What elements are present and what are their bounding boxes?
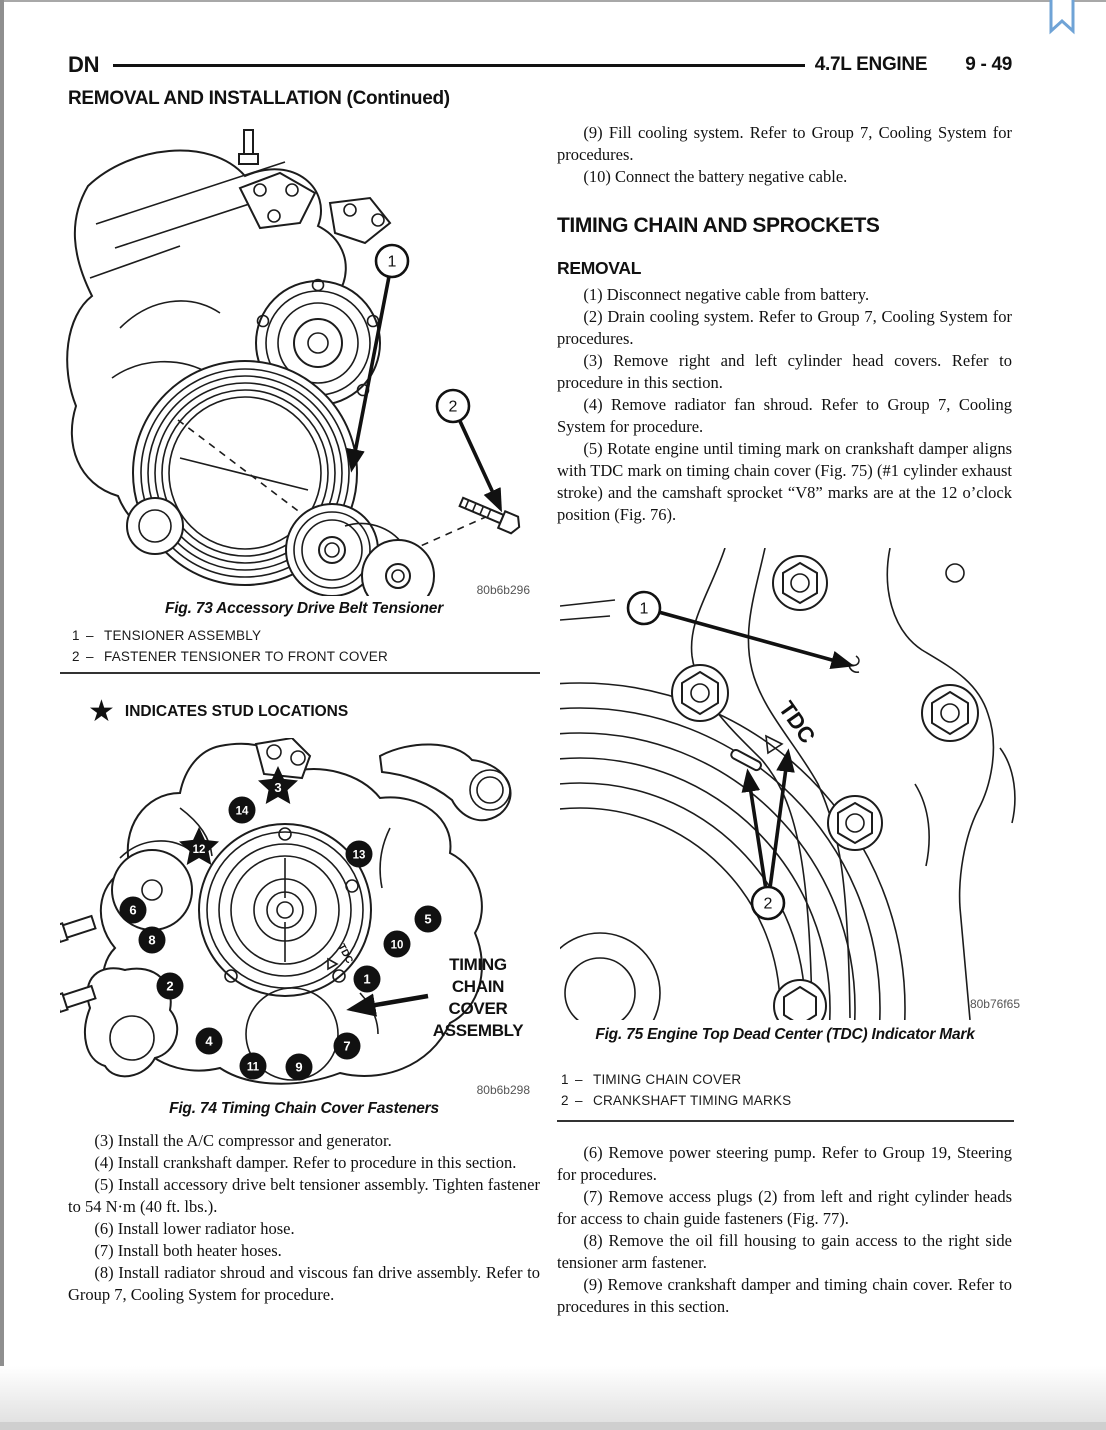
fig75-legend: [561, 1072, 1012, 1114]
svg-text:12: 12: [192, 844, 206, 856]
legend-row: 2 – FASTENER TENSIONER TO FRONT COVER: [72, 649, 388, 664]
procedure-step: (5) Rotate engine until timing mark on crankshaft damper aligns with TDC mark on timing chain cover (Fig. 75) (#1 cylinder exhaust stroke) and the camshaft sprocket “V8” marks are at the 12 o’clock position (Fig. 76).: [557, 439, 1012, 524]
bookmark-icon[interactable]: [1048, 0, 1076, 36]
procedure-step: (9) Remove crankshaft damper and timing chain cover. Refer to procedures in this section.: [557, 1275, 1012, 1316]
figure-73: [60, 128, 540, 596]
fig73-code: 80b6b296: [476, 583, 530, 596]
svg-text:1: 1: [639, 600, 649, 618]
removal-steps: [557, 284, 1012, 526]
procedure-step: (7) Remove access plugs (2) from left and right cylinder heads for access to chain guide fasteners (Fig. 77).: [557, 1187, 1012, 1228]
svg-text:4: 4: [205, 1033, 213, 1049]
stud-note-text: INDICATES STUD LOCATIONS: [124, 703, 349, 720]
stud-location-note: [88, 695, 349, 728]
legend-row: 1 – TENSIONER ASSEMBLY: [72, 628, 262, 643]
legend-row: 2 – CRANKSHAFT TIMING MARKS: [561, 1093, 792, 1108]
svg-text:14: 14: [235, 805, 249, 818]
removal-subheading: REMOVAL: [557, 258, 642, 278]
divider: [60, 672, 540, 674]
svg-text:7: 7: [343, 1038, 351, 1054]
procedure-step: (1) Disconnect negative cable from battery.: [583, 285, 870, 304]
page-top-edge: [0, 0, 1106, 2]
fill-steps: [557, 122, 1012, 188]
procedure-step: (9) Fill cooling system. Refer to Group 7, Cooling System for procedures.: [557, 123, 1012, 164]
svg-text:2: 2: [166, 978, 174, 994]
header-rule: [113, 64, 805, 67]
svg-text:6: 6: [129, 902, 137, 918]
svg-text:2: 2: [448, 398, 458, 416]
divider: [557, 1120, 1014, 1122]
procedure-step: (8) Remove the oil fill housing to gain access to the right side tensioner arm fastener.: [557, 1231, 1012, 1272]
procedure-step: (7) Install both heater hoses.: [94, 1241, 282, 1260]
svg-text:10: 10: [390, 939, 404, 952]
procedure-step: (8) Install radiator shroud and viscous fan drive assembly. Refer to Group 7, Cooling System for procedure.: [68, 1263, 540, 1304]
page-left-edge: [0, 0, 4, 1430]
timing-chain-heading: TIMING CHAIN AND SPROCKETS: [557, 214, 880, 237]
install-steps: [68, 1130, 540, 1306]
procedure-step: (2) Drain cooling system. Refer to Group 7, Cooling System for procedures.: [557, 307, 1012, 348]
fig75-tdc-text: TDC: [773, 696, 821, 748]
procedure-step: (6) Remove power steering pump. Refer to Group 19, Steering for procedures.: [557, 1143, 1012, 1184]
fig74-cover-label: TIMING CHAIN COVER ASSEMBLY: [432, 955, 524, 1041]
fig75-caption: Fig. 75 Engine Top Dead Center (TDC) Indicator Mark: [595, 1026, 975, 1043]
model-code: DN: [68, 52, 100, 77]
svg-text:1: 1: [387, 253, 397, 271]
procedure-step: (3) Remove right and left cylinder head covers. Refer to procedure in this section.: [557, 351, 1012, 392]
svg-text:3: 3: [274, 780, 282, 795]
figure-75: [560, 548, 1030, 1020]
section-title: REMOVAL AND INSTALLATION (Continued): [68, 88, 450, 109]
procedure-step: (6) Install lower radiator hose.: [94, 1219, 295, 1238]
fig74-caption: Fig. 74 Timing Chain Cover Fasteners: [169, 1100, 439, 1117]
svg-text:11: 11: [246, 1061, 260, 1074]
procedure-step: (10) Connect the battery negative cable.: [583, 167, 848, 186]
svg-text:8: 8: [148, 932, 156, 948]
svg-text:9: 9: [295, 1059, 303, 1075]
fig73-art: [60, 128, 540, 596]
figure-74: [60, 738, 540, 1098]
star-icon: ★: [88, 695, 115, 728]
procedure-step: (5) Install accessory drive belt tensioner assembly. Tighten fastener to 54 N·m (40 ft. lbs.).: [68, 1175, 540, 1216]
page-bottom-fade: [0, 1366, 1106, 1422]
procedure-step: (4) Install crankshaft damper. Refer to procedure in this section.: [94, 1153, 517, 1172]
page-bottom-edge: [0, 1422, 1106, 1430]
fig73-caption: Fig. 73 Accessory Drive Belt Tensioner: [164, 600, 444, 617]
fig73-legend: [72, 628, 540, 670]
fig74-art: [60, 738, 540, 1098]
svg-text:1: 1: [363, 971, 371, 987]
procedure-step: (3) Install the A/C compressor and generator.: [94, 1131, 392, 1150]
svg-text:13: 13: [352, 849, 366, 862]
page-header: [68, 52, 1012, 78]
removal-steps-continued: [557, 1142, 1012, 1318]
engine-title: 4.7L ENGINE: [814, 54, 928, 75]
fig75-code: 80b76f65: [969, 997, 1020, 1011]
fig74-tdc-text: TDC: [335, 942, 355, 966]
page-number: 9 - 49: [965, 54, 1012, 75]
svg-text:2: 2: [763, 895, 773, 913]
procedure-step: (4) Remove radiator fan shroud. Refer to Group 7, Cooling System for procedure.: [557, 395, 1012, 436]
legend-row: 1 – TIMING CHAIN COVER: [561, 1072, 742, 1087]
fig74-code: 80b6b298: [476, 1083, 530, 1097]
fig75-art: [560, 548, 1030, 1020]
svg-text:5: 5: [424, 911, 432, 927]
